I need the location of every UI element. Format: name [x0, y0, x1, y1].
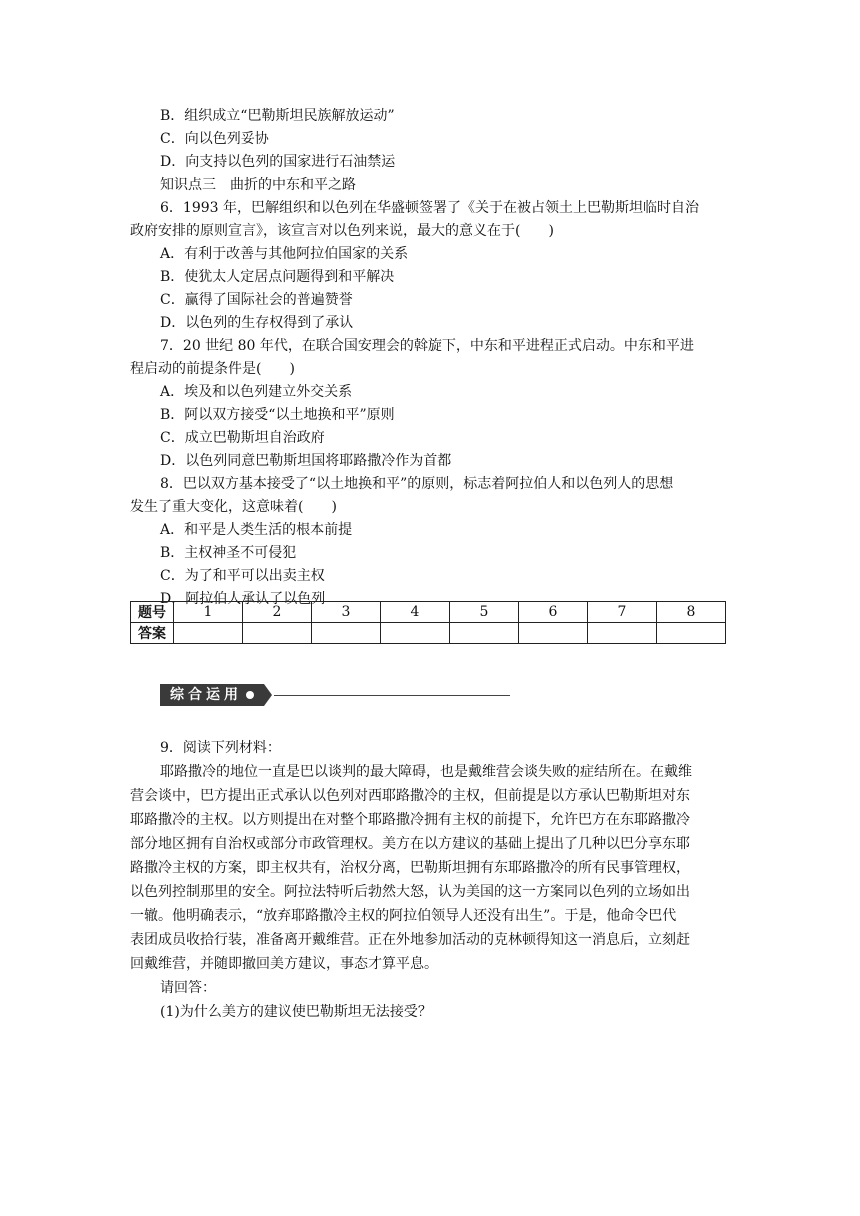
- answer-table-header-answer: 答案: [131, 623, 174, 644]
- q6-option-d: D．以色列的生存权得到了承认: [160, 315, 354, 331]
- question-number: 4: [381, 602, 450, 623]
- q7-stem: 7．20 世纪 80 年代，在联合国安理会的斡旋下，中东和平进程正式启动。中东和平进: [160, 338, 694, 354]
- q9-material-line: 以色列控制那里的安全。阿拉法特听后勃然大怒，认为美国的这一方案同以色列的立场如出: [130, 884, 690, 900]
- answer-table: [130, 601, 726, 644]
- answer-cell[interactable]: [588, 623, 657, 644]
- answer-cell[interactable]: [243, 623, 312, 644]
- q9-material-line: 一辙。他明确表示，“放弃耶路撒冷主权的阿拉伯领导人还没有出生”。于是，他命令巴代: [130, 908, 677, 924]
- question-number: 7: [588, 602, 657, 623]
- question-number: 5: [450, 602, 519, 623]
- q9-material-line: 回戴维营，并随即撤回美方建议，事态才算平息。: [130, 956, 438, 972]
- answer-table-number-row: [131, 602, 726, 623]
- q8-option-d: D．阿拉伯人承认了以色列: [160, 591, 326, 607]
- banner-notch: [264, 684, 272, 706]
- q9-material-line: 耶路撒冷的主权。以方则提出在对整个耶路撒冷拥有主权的前提下，允许巴方在东耶路撒冷: [130, 812, 690, 828]
- question-number: 6: [519, 602, 588, 623]
- q6-option-a: A．有利于改善与其他阿拉伯国家的关系: [160, 246, 409, 262]
- q6-stem-cont: 政府安排的原则宣言》，该宣言对以色列来说，最大的意义在于( ): [130, 223, 554, 239]
- q8-stem: 8．巴以双方基本接受了“以土地换和平”的原则，标志着阿拉伯人和以色列人的思想: [160, 476, 674, 492]
- q9-sub-question-1: (1)为什么美方的建议使巴勒斯坦无法接受？: [160, 1004, 432, 1020]
- q5-option-d: D．向支持以色列的国家进行石油禁运: [160, 154, 396, 170]
- q9-title: 9．阅读下列材料：: [160, 740, 281, 756]
- answer-cell[interactable]: [519, 623, 588, 644]
- q7-option-b: B．阿以双方接受“以土地换和平”原则: [160, 407, 395, 423]
- q9-material-line: 部分地区拥有自治权或部分市政管理权。美方在以方建议的基础上提出了几种以巴分享东耶: [130, 836, 690, 852]
- question-number: 2: [243, 602, 312, 623]
- answer-cell[interactable]: [174, 623, 243, 644]
- answer-table-answer-row: [131, 623, 726, 644]
- q7-option-a: A．埃及和以色列建立外交关系: [160, 384, 353, 400]
- knowledge-point-heading: 知识点三 曲折的中东和平之路: [160, 177, 356, 193]
- question-number: 3: [312, 602, 381, 623]
- q5-option-b: B．组织成立“巴勒斯坦民族解放运动”: [160, 108, 395, 124]
- q9-material-line: 路撒冷主权的方案，即主权共有，治权分离，巴勒斯坦拥有东耶路撒冷的所有民事管理权，: [130, 860, 690, 876]
- question-number: 8: [657, 602, 726, 623]
- q7-option-d: D．以色列同意巴勒斯坦国将耶路撒冷作为首都: [160, 453, 452, 469]
- answer-cell[interactable]: [657, 623, 726, 644]
- q9-material-line: 耶路撒冷的地位一直是巴以谈判的最大障碍，也是戴维营会谈失败的症结所在。在戴维: [160, 764, 692, 780]
- q8-stem-cont: 发生了重大变化，这意味着( ): [130, 499, 337, 515]
- answer-cell[interactable]: [381, 623, 450, 644]
- section-banner-label-box: [160, 684, 264, 706]
- q5-option-c: C．向以色列妥协: [160, 131, 269, 147]
- q9-material-line: 营会谈中，巴方提出正式承认以色列对西耶路撒冷的主权，但前提是以方承认巴勒斯坦对东: [130, 788, 690, 804]
- banner-rule-divider: [274, 695, 510, 696]
- q6-option-c: C．赢得了国际社会的普遍赞誉: [160, 292, 353, 308]
- q8-option-b: B．主权神圣不可侵犯: [160, 545, 297, 561]
- q6-stem: 6．1993 年，巴解组织和以色列在华盛顿签署了《关于在被占领土上巴勒斯坦临时自治: [160, 200, 699, 216]
- answer-table-header-number: 题号: [131, 602, 174, 623]
- answer-cell[interactable]: [312, 623, 381, 644]
- section-banner: [160, 684, 510, 706]
- q7-option-c: C．成立巴勒斯坦自治政府: [160, 430, 325, 446]
- q8-option-a: A．和平是人类生活的根本前提: [160, 522, 353, 538]
- q8-option-c: C．为了和平可以出卖主权: [160, 568, 325, 584]
- bullet-dot-icon: [246, 691, 254, 699]
- answer-cell[interactable]: [450, 623, 519, 644]
- q7-stem-cont: 程启动的前提条件是( ): [130, 361, 295, 377]
- q6-option-b: B．使犹太人定居点问题得到和平解决: [160, 269, 395, 285]
- q9-prompt: 请回答：: [160, 980, 216, 996]
- section-banner-label: 综合运用: [170, 687, 242, 703]
- question-number: 1: [174, 602, 243, 623]
- q9-material-line: 表团成员收拾行装，准备离开戴维营。正在外地参加活动的克林顿得知这一消息后，立刻赶: [130, 932, 690, 948]
